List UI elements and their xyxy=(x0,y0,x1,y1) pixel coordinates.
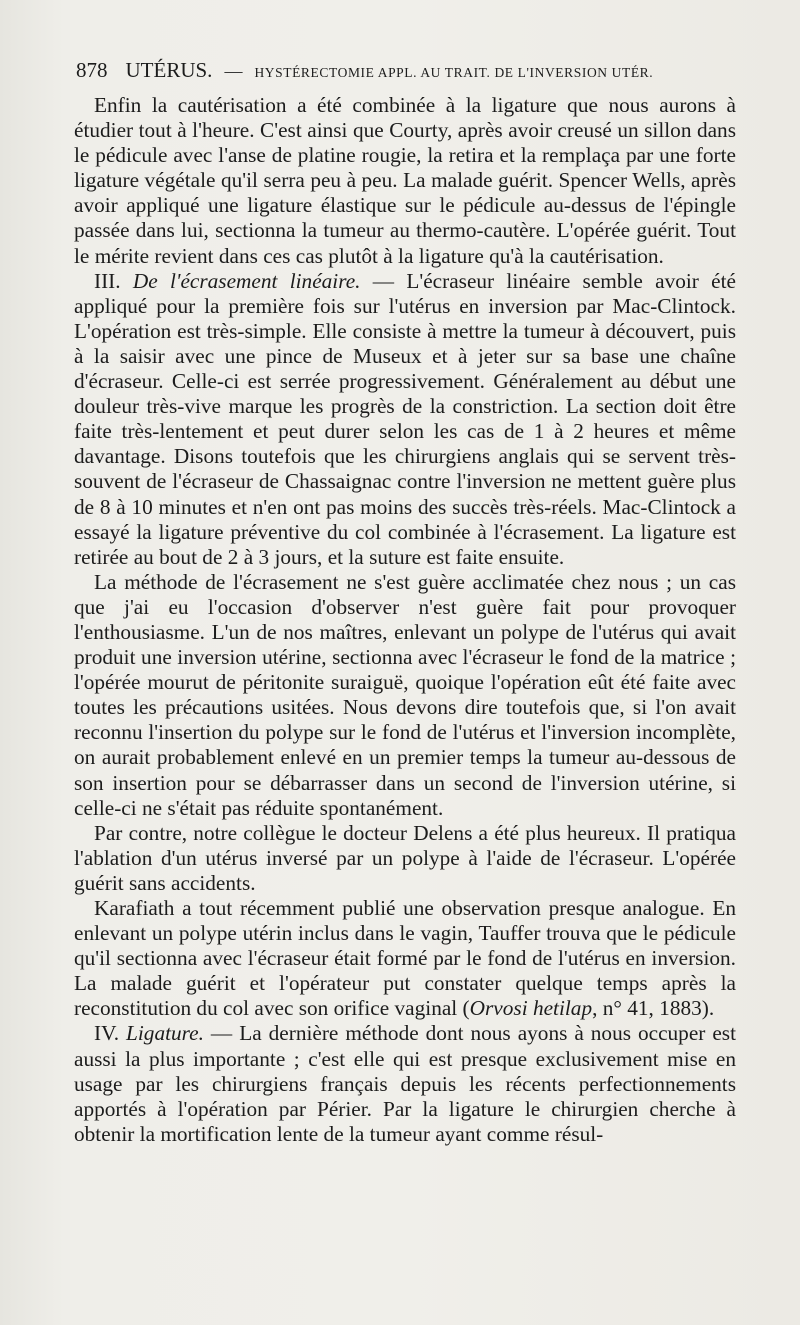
page-number: 878 xyxy=(76,58,108,82)
running-title: UTÉRUS. xyxy=(125,58,213,82)
citation-journal: Orvosi hetilap xyxy=(469,996,593,1021)
header-separator: — xyxy=(224,61,243,81)
running-header xyxy=(76,58,736,88)
citation-details: , n° 41, 1883). xyxy=(592,996,715,1021)
section-number: IV. xyxy=(94,1021,120,1046)
section-heading: De l'écrasement linéaire. xyxy=(132,268,361,293)
section-heading: Ligature. xyxy=(126,1021,204,1046)
section-number: III. xyxy=(94,268,121,293)
page-body xyxy=(74,93,736,1147)
paragraph-text: Par contre, notre collègue le docteur Delens a été plus heureux. Il pratiqua l'ablation d'un utérus inversé par un polype à l'aide de l'écraseur. L'opérée guérit sans accidents. xyxy=(74,820,736,895)
paragraph-text: Karafiath a tout récemment publié une observation presque analogue. En enlevant un polype utérin inclus dans le vagin, Tauffer trouva que le pédicule qu'il sectionna avec l'écraseur était formé par le fond de l'utérus en inversion. La malade guérit et l'opérateur put constater quelque temps après la reconstitution du col avec son orifice vaginal ( xyxy=(74,896,736,1021)
paragraph-ecrasement xyxy=(74,269,736,570)
paragraph-text: Enfin la cautérisation a été combinée à la ligature que nous aurons à étudier tout à l'heure. C'est ainsi que Courty, après avoir creusé un sillon dans le pédicule avec l'anse de platine rougie, la retira et la remplaça par une forte ligature végétale qu'il serra peu à peu. La malade guérit. Spencer Wells, après avoir appliqué une ligature élastique sur le pédicule au-dessus de l'épingle passée dans lui, sectionna la tumeur au thermo-cautère. L'opérée guérit. Tout le mérite revient dans ces cas plutôt à la ligature qu'à la cautérisation. xyxy=(74,93,736,268)
paragraph-karafiath xyxy=(74,896,736,1021)
paragraph-ligature xyxy=(74,1021,736,1146)
paragraph-text: — La dernière méthode dont nous ayons à nous occuper est aussi la plus importante ; c'est elle qui est presque exclusivement mise en usage par les chirurgiens français depuis les récents perfectionnements apportés à l'opération par Périer. Par la ligature le chirurgien cherche à obtenir la mortification lente de la tumeur ayant comme résul- xyxy=(74,1021,737,1146)
paragraph-delens xyxy=(74,821,736,896)
paragraph-text: — L'écraseur linéaire semble avoir été appliqué pour la première fois sur l'utérus en inversion par Mac-Clintock. L'opération est très-simple. Elle consiste à mettre la tumeur à découvert, puis à la saisir avec une pince de Museux et à jeter sur sa base une chaîne d'écraseur. Celle-ci est serrée progressivement. Généralement au début une douleur très-vive marque les progrès de la constriction. La section doit être faite très-lentement et peut durer selon les cas de 1 à 2 heures et même davantage. Disons toutefois que les chirurgiens anglais qui se servent très-souvent de l'écraseur de Chassaignac contre l'inversion ne mettent guère plus de 8 à 10 minutes et n'en ont pas moins des succès très-réels. Mac-Clintock a essayé la ligature préventive du col combinée à l'écrasement. La ligature est retirée au bout de 2 à 3 jours, et la suture est faite ensuite. xyxy=(74,268,736,569)
paragraph-cauterisation xyxy=(74,93,736,269)
paragraph-text: La méthode de l'écrasement ne s'est guère acclimatée chez nous ; un cas que j'ai eu l'occasion d'observer n'est guère fait pour provoquer l'enthousiasme. L'un de nos maîtres, enlevant un polype de l'utérus qui avait produit une inversion utérine, sectionna avec l'écraseur le fond de la matrice ; l'opérée mourut de péritonite suraiguë, quoique l'opération eût été faite avec toutes les précautions usitées. Nous devons dire toutefois que, si l'on avait reconnu l'insertion du polype sur le fond de l'utérus et l'inversion incomplète, on aurait probablement enlevé en un premier temps la tumeur au-dessous de son insertion pour se débarrasser dans un second de l'inversion utérine, si celle-ci ne s'était pas réduite spontanément. xyxy=(74,569,736,820)
section-title: HYSTÉRECTOMIE APPL. AU TRAIT. DE L'INVERSION UTÉR. xyxy=(254,65,654,80)
paragraph-methode xyxy=(74,570,736,821)
